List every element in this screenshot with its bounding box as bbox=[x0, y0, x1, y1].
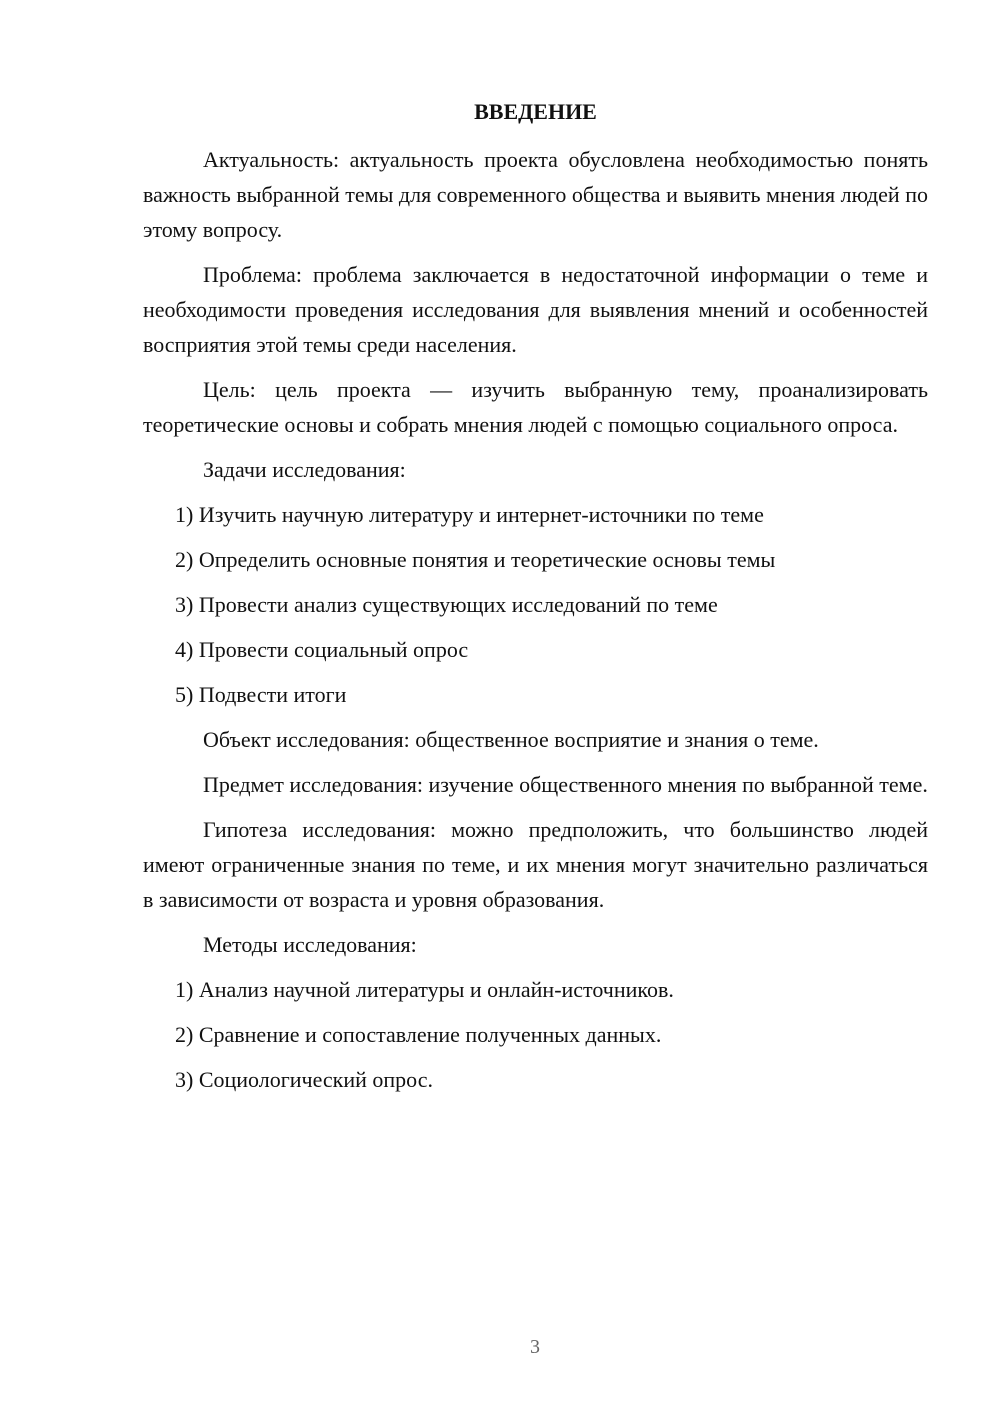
list-item: 3) Социологический опрос. bbox=[175, 1067, 433, 1092]
page-content bbox=[143, 94, 928, 1107]
relevance-paragraph: Актуальность: актуальность проекта обусловлена необходимостью понять важность выбранной темы для современного общества и выявить мнения людей по этому вопросу. bbox=[143, 147, 928, 242]
list-item: 1) Изучить научную литературу и интернет-источники по теме bbox=[175, 502, 764, 527]
page-number-text: 3 bbox=[530, 1336, 540, 1358]
section-title: ВВЕДЕНИЕ bbox=[474, 99, 597, 124]
hypothesis-paragraph: Гипотеза исследования: можно предположить, что большинство людей имеют ограниченные знания по теме, и их мнения могут значительно различаться в зависимости от возраста и уровня образования. bbox=[143, 817, 928, 912]
goal-paragraph: Цель: цель проекта — изучить выбранную тему, проанализировать теоретические основы и собрать мнения людей с помощью социального опроса. bbox=[143, 377, 928, 437]
tasks-list bbox=[143, 497, 928, 712]
page-number bbox=[70, 1333, 1000, 1361]
list-item: 5) Подвести итоги bbox=[175, 682, 347, 707]
list-item: 1) Анализ научной литературы и онлайн-источников. bbox=[175, 977, 674, 1002]
list-item: 2) Сравнение и сопоставление полученных данных. bbox=[175, 1022, 662, 1047]
problem-paragraph: Проблема: проблема заключается в недостаточной информации о теме и необходимости проведения исследования для выявления мнений и особенностей восприятия этой темы среди населения. bbox=[143, 262, 928, 357]
tasks-heading: Задачи исследования: bbox=[203, 457, 406, 482]
list-item: 2) Определить основные понятия и теоретические основы темы bbox=[175, 547, 776, 572]
methods-list bbox=[143, 972, 928, 1097]
list-item: 3) Провести анализ существующих исследований по теме bbox=[175, 592, 718, 617]
object-paragraph: Объект исследования: общественное восприятие и знания о теме. bbox=[203, 727, 819, 752]
methods-heading: Методы исследования: bbox=[203, 932, 417, 957]
list-item: 4) Провести социальный опрос bbox=[175, 637, 469, 662]
subject-paragraph: Предмет исследования: изучение общественного мнения по выбранной теме. bbox=[203, 772, 928, 797]
